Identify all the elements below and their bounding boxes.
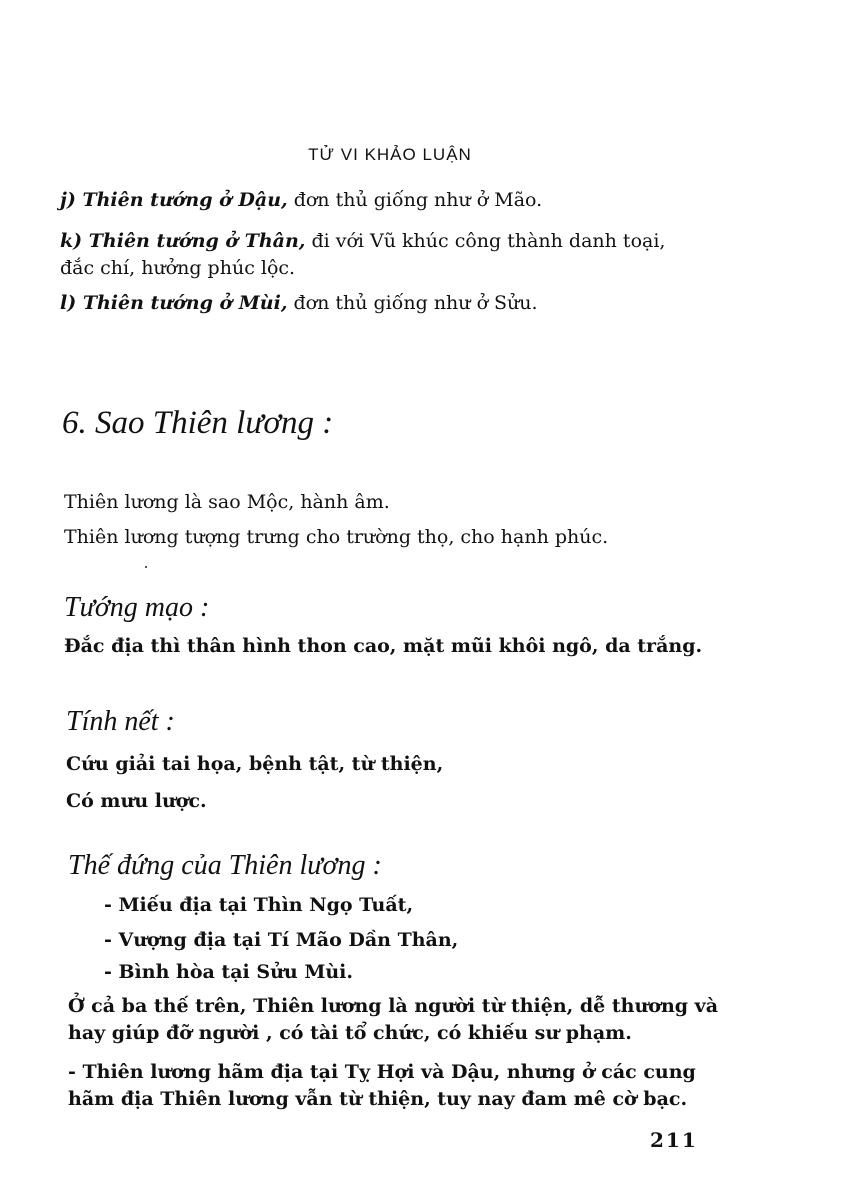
list-item-label: j) Thiên tướng ở Dậu,: [60, 189, 288, 211]
list-item-k-continuation: đắc chí, hưởng phúc lộc.: [60, 257, 296, 279]
the-dung-bullet: - Vượng địa tại Tí Mão Dần Thân,: [104, 929, 459, 951]
tinh-net-heading: Tính nết :: [66, 706, 175, 737]
list-item-label: k) Thiên tướng ở Thân,: [60, 230, 306, 252]
print-speck: [145, 566, 147, 568]
section-heading: 6. Sao Thiên lương :: [62, 405, 334, 441]
list-item-text: đi với Vũ khúc công thành danh toại,: [305, 230, 666, 252]
list-item-j: [60, 188, 542, 212]
page-number: 211: [650, 1128, 698, 1152]
running-head: TỬ VI KHẢO LUẬN: [308, 145, 472, 164]
list-item-text: đơn thủ giống như ở Sửu.: [287, 292, 538, 314]
tuong-mao-text: Đắc địa thì thân hình thon cao, mặt mũi khôi ngô, da trắng.: [64, 635, 703, 657]
list-item-l: [60, 291, 538, 315]
list-item-label: l) Thiên tướng ở Mùi,: [60, 292, 288, 314]
paragraph-line: Ở cả ba thế trên, Thiên lương là người từ thiện, dễ thương và: [68, 995, 719, 1017]
intro-line: Thiên lương là sao Mộc, hành âm.: [64, 491, 390, 513]
paragraph-line: - Thiên lương hãm địa tại Tỵ Hợi và Dậu, nhưng ở các cung: [68, 1061, 696, 1083]
paragraph-line: hãm địa Thiên lương vẫn từ thiện, tuy nay đam mê cờ bạc.: [68, 1088, 688, 1110]
tuong-mao-heading: Tướng mạo :: [64, 592, 210, 623]
list-item-k: [60, 229, 665, 253]
list-item-text: đơn thủ giống như ở Mão.: [287, 189, 543, 211]
the-dung-heading: Thế đứng của Thiên lương :: [68, 850, 382, 881]
paragraph-line: hay giúp đỡ người , có tài tổ chức, có khiếu sư phạm.: [68, 1022, 632, 1044]
the-dung-bullet: - Bình hòa tại Sửu Mùi.: [104, 961, 353, 983]
intro-line: Thiên lương tượng trưng cho trường thọ, cho hạnh phúc.: [64, 526, 609, 548]
the-dung-bullet: - Miếu địa tại Thìn Ngọ Tuất,: [104, 894, 414, 916]
tinh-net-line: Cứu giải tai họa, bệnh tật, từ thiện,: [66, 753, 444, 775]
tinh-net-line: Có mưu lược.: [66, 790, 207, 812]
